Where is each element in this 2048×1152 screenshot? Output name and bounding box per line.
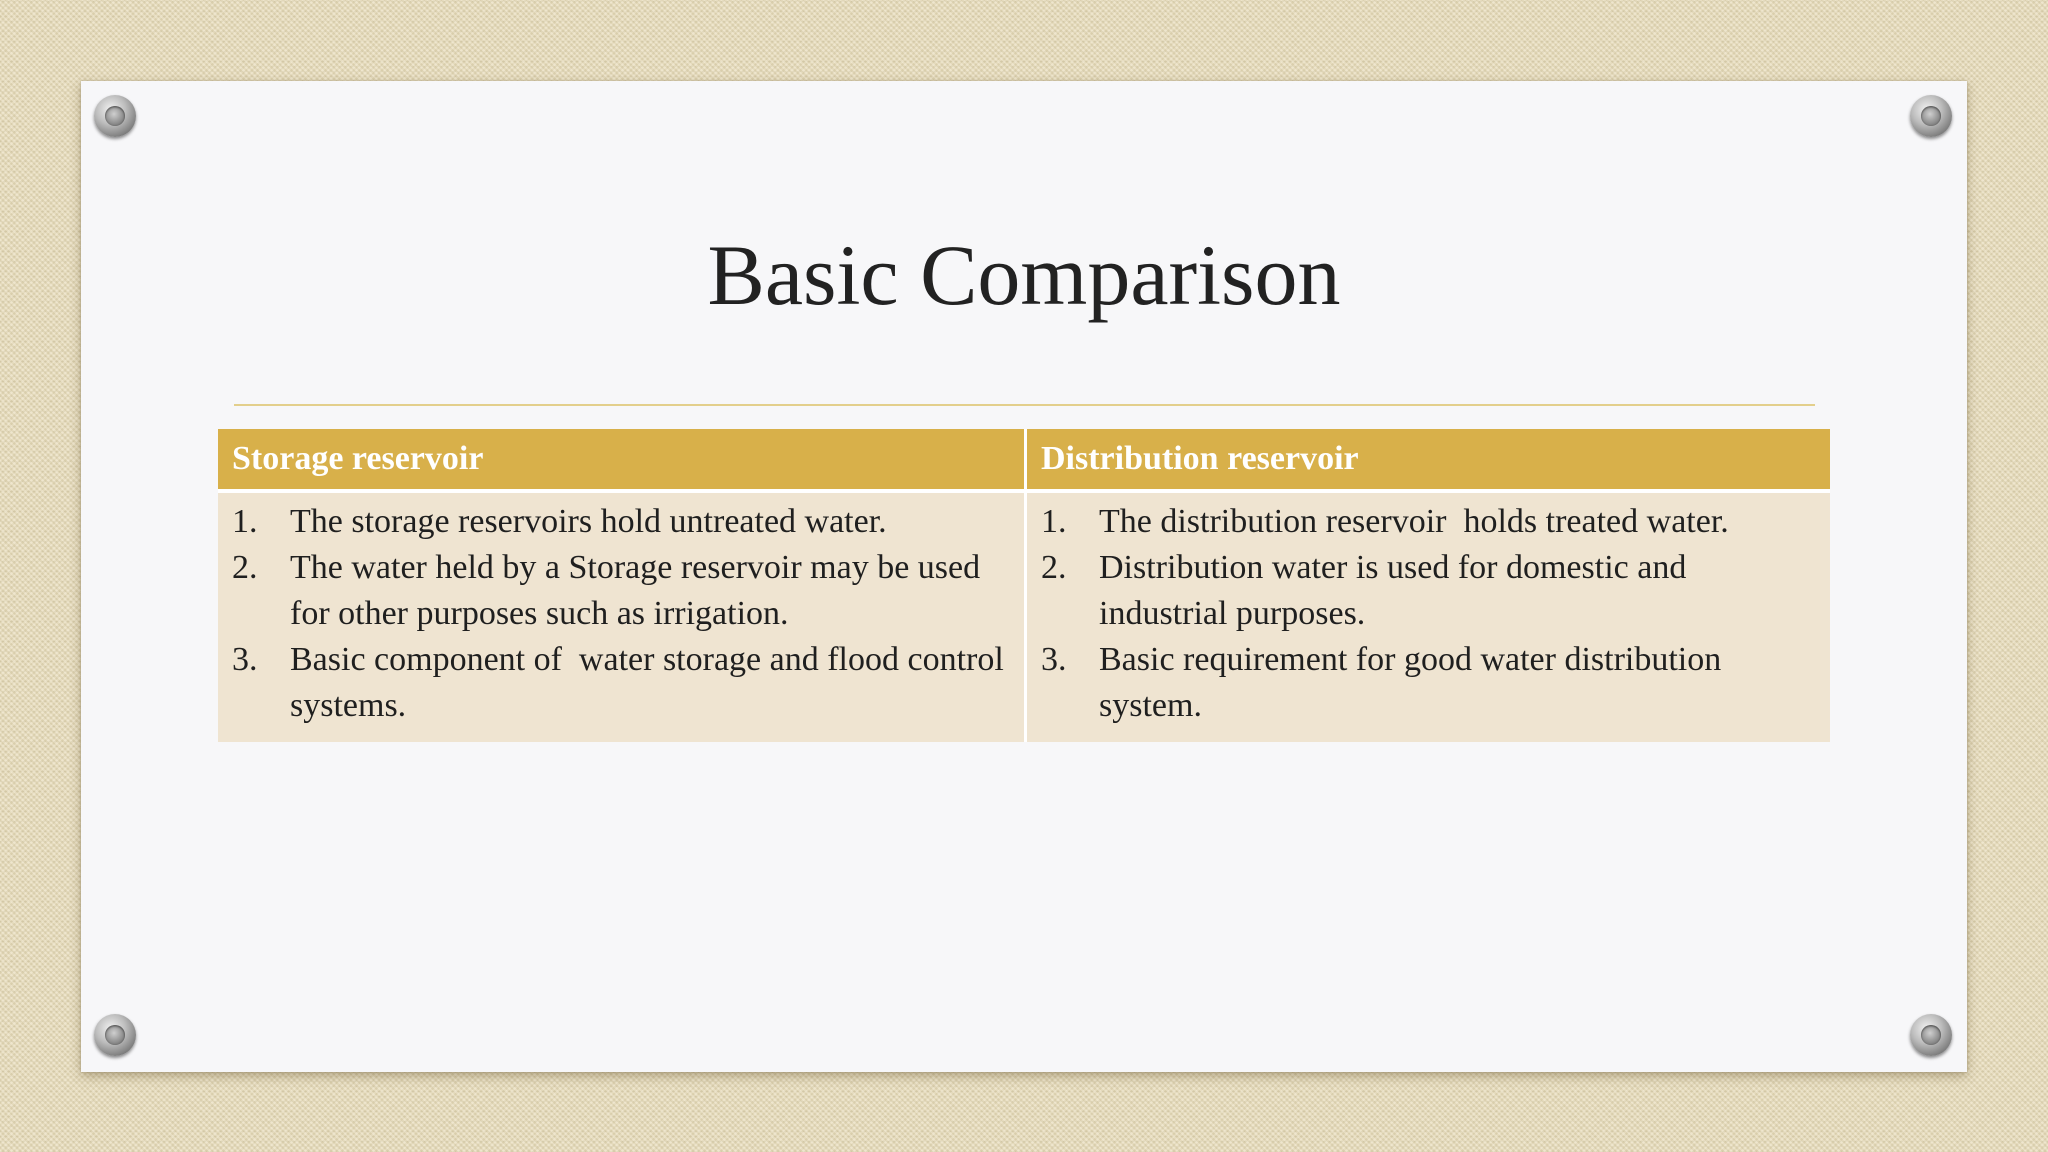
grommet-icon xyxy=(94,1014,136,1056)
item-number: 3. xyxy=(232,641,258,678)
item-text: Distribution water is used for domestic and industrial purposes. xyxy=(1099,549,1695,632)
list-item xyxy=(1041,637,1816,729)
table-row xyxy=(218,493,1830,742)
item-text: The water held by a Storage reservoir may be used for other purposes such as irrigation. xyxy=(290,549,989,632)
item-text: The distribution reservoir holds treated water. xyxy=(1099,503,1729,540)
item-text: The storage reservoirs hold untreated water. xyxy=(290,503,887,540)
item-number: 1. xyxy=(1041,503,1067,540)
slide-title: Basic Comparison xyxy=(707,227,1341,323)
list-item xyxy=(232,499,1010,545)
item-number: 3. xyxy=(1041,641,1067,678)
item-number: 2. xyxy=(232,549,258,586)
header-storage-reservoir: Storage reservoir xyxy=(218,429,1024,493)
item-text: Basic requirement for good water distribution system. xyxy=(1099,641,1730,724)
header-row xyxy=(218,429,1830,493)
list-item xyxy=(1041,499,1816,545)
grommet-icon xyxy=(1910,95,1952,137)
item-number: 2. xyxy=(1041,549,1067,586)
comparison-table xyxy=(218,429,1830,742)
item-text: Basic component of water storage and flood control systems. xyxy=(290,641,1013,724)
list-item xyxy=(232,545,1010,637)
storage-cell xyxy=(218,493,1024,742)
list-item xyxy=(232,637,1013,729)
header-distribution-reservoir: Distribution reservoir xyxy=(1024,429,1830,493)
title-divider xyxy=(234,404,1815,406)
grommet-icon xyxy=(1910,1014,1952,1056)
distribution-cell xyxy=(1024,493,1830,742)
list-item xyxy=(1041,545,1816,637)
grommet-icon xyxy=(94,95,136,137)
item-number: 1. xyxy=(232,503,258,540)
